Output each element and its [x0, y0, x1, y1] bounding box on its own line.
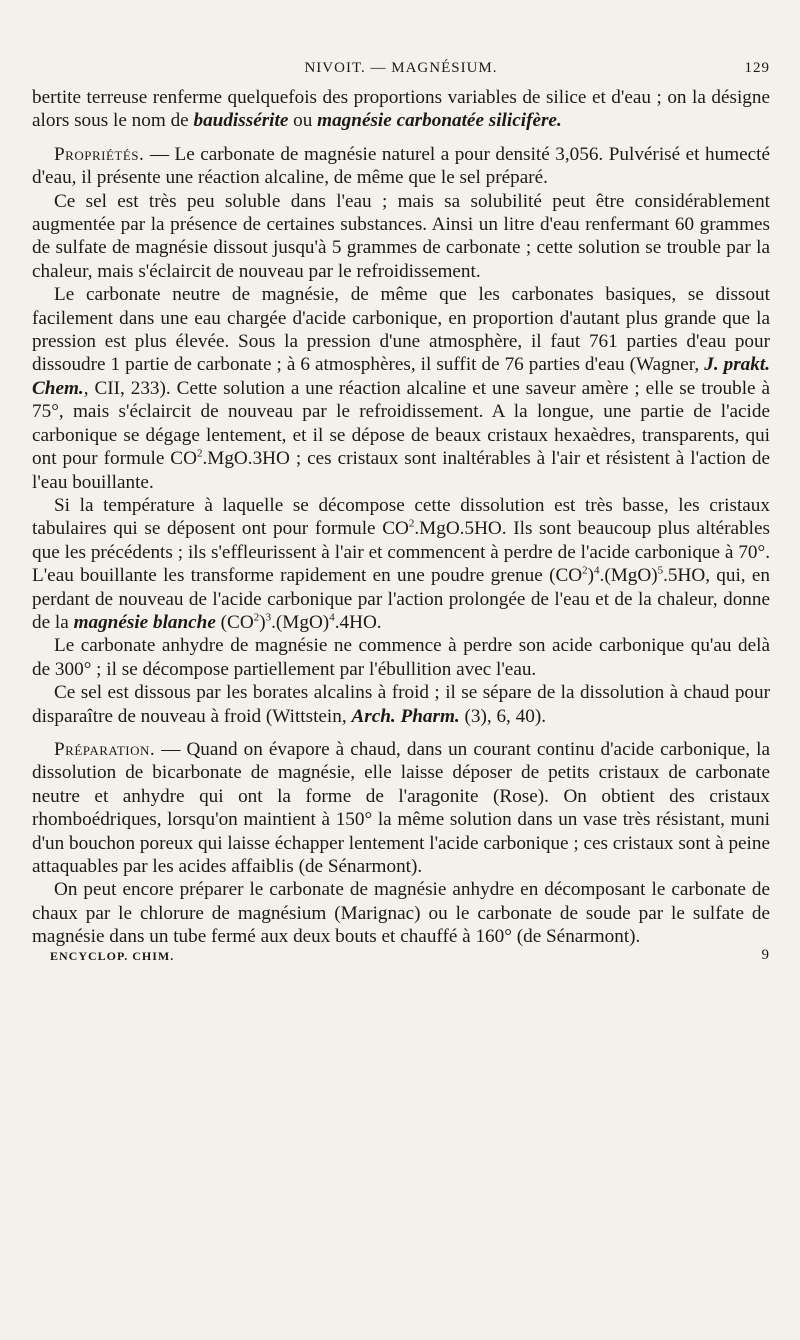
section-label-proprietes: Propriétés. — [54, 143, 145, 165]
paragraph-1: bertite terreuse renferme quelquefois des proportions variables de silice et d'eau ; on la désigne alors sous le nom de baudissérite ou magnésie carbonatée silicifère. — [32, 87, 770, 132]
term-magnesie-blanche: magnésie blanche — [73, 611, 216, 633]
paragraph-5: Si la température à laquelle se décompose cette dissolution est très basse, les cristaux tabulaires qui se déposent ont pour formule $CO^2.MgO.5HO$. Ils sont beaucoup plus altérables que les précédents ; ils s'effleurissent à l'air et commencent à perdre de l'acide carbonique à 70°. L'eau bouillante les transforme rapidement en une poudre grenue $(CO^2)^4.(MgO)^5.5HO$, qui, en perdant de nouveau de l'acide carbonique par l'action prolongée de l'eau et de la chaleur, donne de la magnésie blanche $(CO^2)^3.(MgO)^4.4HO$. — [32, 494, 770, 633]
section-label-preparation: Préparation. — [54, 738, 156, 760]
term-baudisserite: baudissérite — [193, 110, 289, 132]
paragraph-3: Ce sel est très peu soluble dans l'eau ; mais sa solubilité peut être considérablement augmentée par la présence de certaines substances. Ainsi un litre d'eau renfermant 60 grammes de sulfate de magnésie dissout jusqu'à 5 grammes de carbonate ; cette solution se trouble par la chaleur, mais s'éclaircit de nouveau par le refroidissement. — [32, 190, 770, 282]
paragraph-9: On peut encore préparer le carbonate de magnésie anhydre en décomposant le carbonate de chaux par le chlorure de magnésium (Marignac) ou le carbonate de soude par le sulfate de magnésie dans un tube fermé aux deux bouts et chauffé à 160° (de Sénarmont). — [32, 879, 770, 948]
signature-mark: ENCYCLOP. CHIM. — [50, 948, 175, 963]
term-magnesie-carbonatee: magnésie carbonatée silicifère. — [317, 110, 562, 132]
page-number: 129 — [744, 60, 770, 76]
signature-footer — [32, 946, 770, 969]
book-page — [32, 56, 770, 969]
signature-number: 9 — [761, 946, 770, 963]
page-body — [32, 86, 770, 949]
running-header — [32, 56, 770, 86]
running-title: NIVOIT. — MAGNÉSIUM. — [304, 60, 498, 76]
paragraph-6: Le carbonate anhydre de magnésie ne commence à perdre son acide carbonique qu'au delà de 300° ; il se décompose partiellement par l'ébullition avec l'eau. — [32, 635, 770, 680]
citation-journal: J. prakt. Chem. — [32, 354, 770, 399]
paragraph-7: Ce sel est dissous par les borates alcalins à froid ; il se sépare de la dissolution à chaud pour disparaître de nouveau à froid (Wittstein, Arch. Pharm. (3), 6, 40). — [32, 682, 770, 727]
paragraph-proprietes: Propriétés. — Le carbonate de magnésie naturel a pour densité 3,056. Pulvérisé et humecté d'eau, il présente une réaction alcaline, de même que le sel préparé. — [32, 143, 770, 189]
paragraph-4: Le carbonate neutre de magnésie, de même que les carbonates basiques, se dissout facilement dans une eau chargée d'acide carbonique, en proportion d'autant plus grande que la pression est plus élevée. Sous la pression d'une atmosphère, il faut 761 parties d'eau pour dissoudre 1 partie de carbonate ; à 6 atmosphères, il suffit de 76 parties d'eau (Wagner, J. prakt. Chem., CII, 233). Cette solution a une réaction alcaline et une saveur amère ; elle se trouble à 75°, mais s'éclaircit de nouveau par le refroidissement. A la longue, une partie de l'acide carbonique se dégage lentement, et il se dépose de beaux cristaux hexaèdres, transparents, qui ont pour formule $CO^2.MgO.3HO$ ; ces cristaux sont inaltérables à l'air et résistent à l'action de l'eau bouillante. — [32, 284, 770, 493]
paragraph-preparation: Préparation. — Quand on évapore à chaud, dans un courant continu d'acide carbonique, la dissolution de bicarbonate de magnésie, elle laisse déposer de petits cristaux de carbonate neutre et anhydre qui ont la forme de l'aragonite (Rose). On obtient des cristaux rhomboédriques, lorsqu'on maintient à 150° la même solution dans un vase très résistant, muni d'un bouchon poreux qui laisse échapper lentement l'acide carbonique ; ces cristaux sont à peine attaquables par les acides affaiblis (de Sénarmont). — [32, 738, 770, 877]
citation-arch-pharm: Arch. Pharm. — [351, 705, 460, 727]
